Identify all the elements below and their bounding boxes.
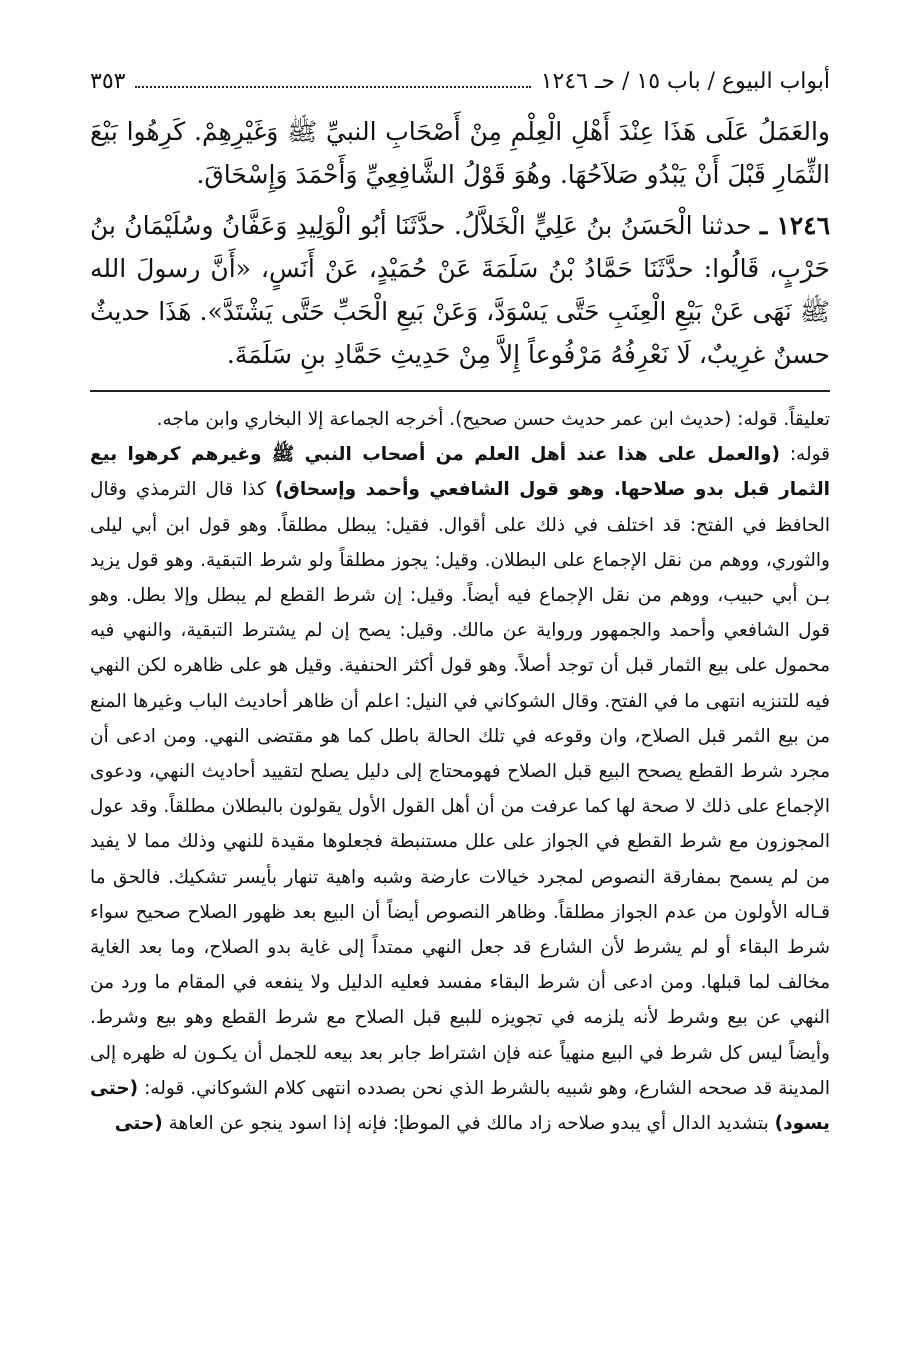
commentary-paragraph-2	[90, 437, 830, 1141]
hadith-number: ١٢٤٦ ـ	[759, 211, 831, 240]
hadith-text: حدثنا الْحَسَنُ بنُ عَلِيٍّ الْخَلاَّلُ. حدَّثَنَا أبُو الْوَلِيدِ وَعَفَّانُ وسُلَيْمَانُ بنُ حَرْبٍ، قَالُوا: حدَّثَنَا حَمَّادُ بْنُ سَلَمَةَ عَنْ حُمَيْدٍ، عَنْ أَنَسٍ، «أَنَّ رسولَ الله ﷺ نَهَى عَنْ بَيْعِ الْعِنَبِ حَتَّى يَسْوَدَّ، وَعَنْ بَيعِ الْحَبِّ حَتَّى يَشْتَدَّ». هَذَا حديثٌ حسنٌ غرِيبٌ، لَا نَعْرِفُهُ مَرْفُوعاً إِلاَّ مِنْ حَدِيثِ حَمَّادِ بنِ سَلَمَةَ.	[90, 211, 830, 369]
page-header	[90, 60, 830, 104]
commentary-body-2: بتشديد الدال أي يبدو صلاحه زاد مالك في الموطإ: فإنه إذا اسود ينجو عن العاهة	[168, 1113, 769, 1135]
main-paragraph-2	[90, 204, 830, 376]
commentary-line-1: تعليقاً. قوله: (حديث ابن عمر حديث حسن صحيح). أخرجه الجماعة إلا البخاري وابن ماجه.	[156, 409, 830, 430]
dotted-leader	[135, 86, 530, 88]
main-text	[90, 110, 830, 376]
commentary-quote-2: (حتى يسود)	[90, 1077, 830, 1135]
commentary-label-2: قوله:	[144, 1077, 185, 1099]
commentary-body: كذا قال الترمذي وقال الحافظ في الفتح: قد اختلف في ذلك على أقوال. فقيل: يبطل مطلقاً. وهو قول ابن أبي ليلى والثوري، ووهم من نقل الإجماع على البطلان. وقيل: يجوز مطلقاً ولو شرط التبقية. وهو قول يزيد بـن أبي حبيب، ووهم من نقل الإجماع فيه أيضاً. وقيل: إن شرط القطع لم يبطل وإلا بطل. وهو قول الشافعي وأحمد والجمهور ورواية عن مالك. وقيل: يصح إن لم يشترط التبقية، والنهي فيه محمول على بيع الثمار قبل أن توجد أصلاً. وهو قول أكثر الحنفية. وقيل هو على ظاهره لكن النهي فيه للتنزيه انتهى ما في الفتح. وقال الشوكاني في النيل: اعلم أن ظاهر أحاديث الباب وغيرها المنع من بيع الثمر قبل الصلاح، وان وقوعه في تلك الحالة باطل كما هو مقتضى النهي. ومن ادعى أن مجرد شرط القطع يصحح البيع قبل الصلاح فهومحتاج إلى دليل يصلح لتقييد أحاديث النهي، ودعوى الإجماع على ذلك لا صحة لها كما عرفت من أن أهل القول الأول يقولون بالبطلان مطلقاً. وقد عول المجوزون مع شرط القطع في الجواز على علل مستنبطة فجعلوها مقيدة للنهي وذلك مما لا يفيد من لم يسمح بمفارقة النصوص لمجرد خيالات عارضة وشبه واهية تنهار بأيسر تشكيك. فالحق ما قـاله الأولون من عدم الجواز مطلقاً. وظاهر النصوص أيضاً أن البيع بعد ظهور الصلاح صحيح سواء شرط البقاء أو لم يشرط لأن الشارع قد جعل النهي ممتداً إلى غاية بدو الصلاح، وما بعد الغاية مخالف لما قبلها. ومن ادعى أن شرط البقاء مفسد فعليه الدليل ولا ينفعه في المقام ما ورد من النهي عن بيع وشرط لأنه يلزمه في تجويزه للبيع قبل الصلاح مع شرط القطع وهو بيع وشرط. وأيضاً ليس كل شرط في البيع منهياً عنه فإن اشتراط جابر بعد بيعه للجمل أن يكـون له ظهره إلى المدينة قد صححه الشارع، وهو شبيه بالشرط الذي نحن بصدده انتهى كلام الشوكاني.	[90, 479, 830, 1099]
commentary-label: قوله:	[789, 444, 831, 466]
commentary-quote: (والعمل على هذا عند أهل العلم من أصحاب النبي ﷺ وغيرهم كرهوا بيع الثمار قبل بدو صلاحها. وهو قول الشافعي وأحمد وإسحاق)	[90, 444, 830, 501]
footnote-separator	[90, 390, 830, 392]
book-page	[90, 60, 830, 1350]
commentary	[90, 402, 830, 1141]
main-paragraph-1: والعَمَلُ عَلَى هَذَا عِنْدَ أَهْلِ الْعِلْمِ مِنْ أَصْحَابِ النبيِّ ﷺ وَغَيْرِهِمْ. كَرِهُوا بَيْعَ الثِّمَارِ قَبْلَ أَنْ يَبْدُو صَلاَحُهَا. وهُوَ قَوْلُ الشَّافِعِيِّ وَأَحْمَدَ وَإِسْحَاقَ.	[90, 117, 830, 189]
page-number: ٣٥٣	[90, 69, 126, 94]
running-title: أبواب البيوع / باب ١٥ / حـ ١٢٤٦	[540, 69, 830, 94]
commentary-tail: (حتى	[114, 1113, 163, 1135]
